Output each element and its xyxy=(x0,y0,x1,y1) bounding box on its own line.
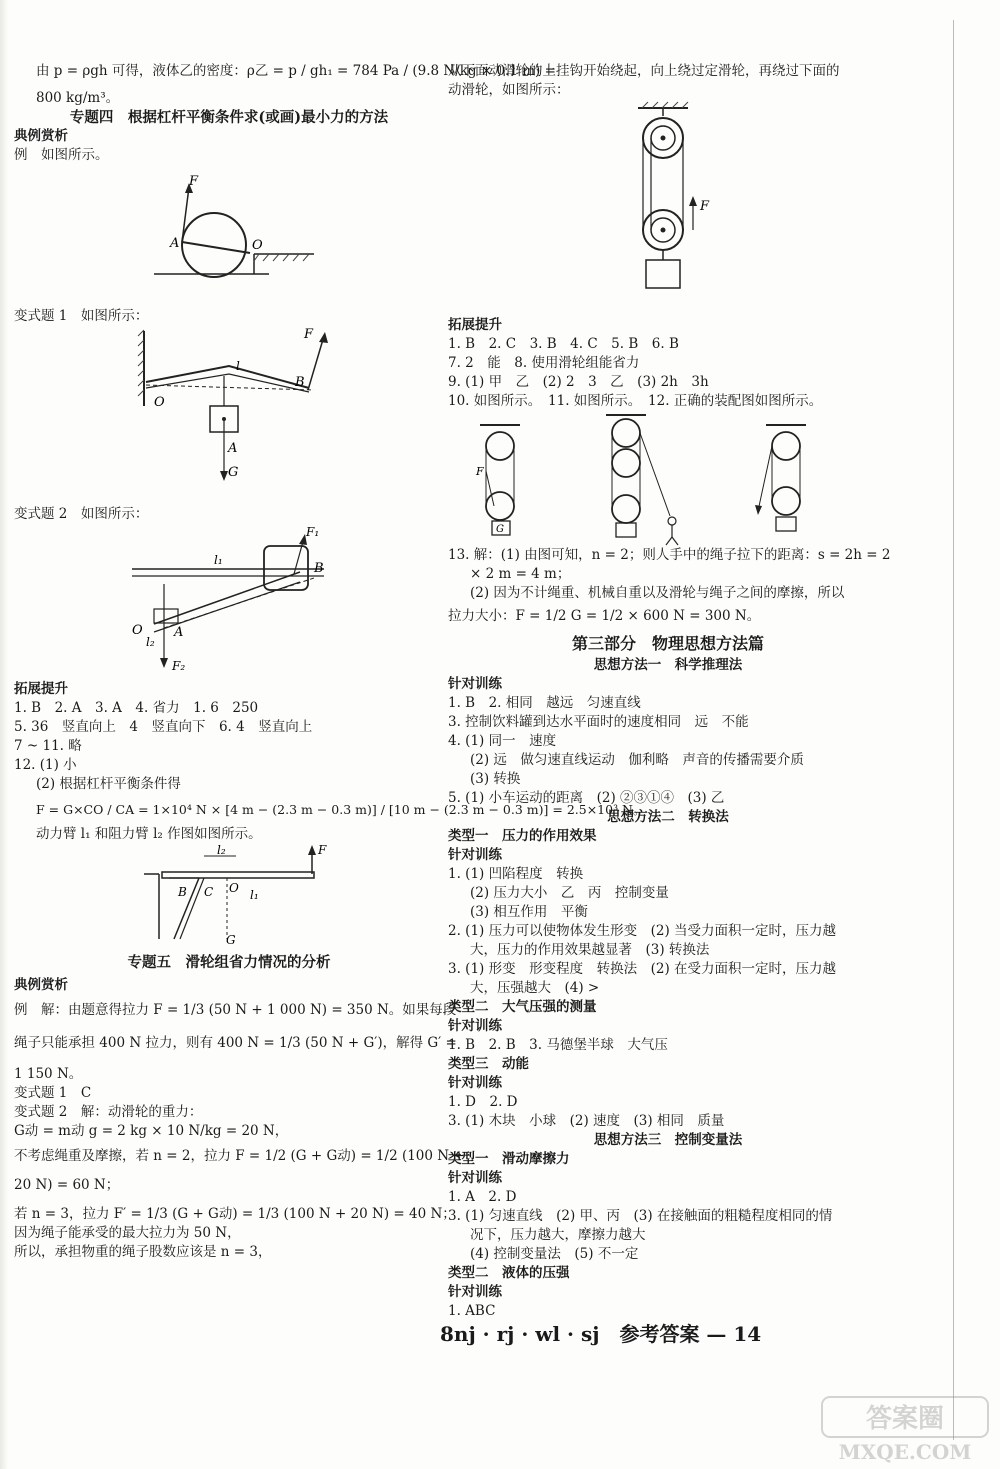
text-line: 变式题 1 如图所示： xyxy=(14,308,149,324)
text-line: (3) 转换 xyxy=(470,771,521,787)
sub-heading: 针对训练 xyxy=(448,676,502,692)
text-line: × 2 m = 4 m； xyxy=(470,566,571,582)
text-line: 1. B 2. A 3. A 4. 省力 1. 6 250 xyxy=(14,700,259,716)
sub-heading: 拓展提升 xyxy=(448,317,502,333)
label-G: G xyxy=(228,465,239,480)
text-line: 3. 控制饮料罐到达水平面时的速度相同 远 不能 xyxy=(448,714,749,730)
text-line: 13. 解：(1) 由图可知，n = 2；则人手中的绳子拉下的距离：s = 2h = 2 xyxy=(448,547,891,563)
lever-circle-figure xyxy=(14,165,444,285)
formula-line: F = G×CO / CA = 1×10⁴ N × [4 m − (2.3 m − 0.3 m)] / [10 m − (2.3 m − 0.3 m)] = 2.5×10³ N。 xyxy=(36,802,646,817)
lever-wall-figure xyxy=(14,326,444,491)
text-line: 3. (1) 形变 形变程度 转换法 (2) 在受力面积一定时，压力越 xyxy=(448,961,836,977)
svg-text:答案圈: 答案圈 xyxy=(865,1404,945,1434)
label-l: l xyxy=(236,359,240,373)
text-line: 4. (1) 同一 速度 xyxy=(448,733,557,749)
part-heading: 第三部分 物理思想方法篇 xyxy=(571,634,764,653)
right-column xyxy=(448,62,891,1321)
label-F: F xyxy=(318,844,327,857)
label-l2: l₂ xyxy=(217,844,226,857)
type-heading: 类型二 大气压强的测量 xyxy=(448,999,597,1015)
text-line: 例 解：由题意得拉力 F = 1/3 (50 N + 1 000 N) = 350 N。如果每段 xyxy=(14,1002,457,1018)
text-line: 若 n = 3，拉力 F′ = 1/3 (G + G动) = 1/3 (100 N + 20 N) = 40 N； xyxy=(14,1206,456,1222)
text-line: 例 如图所示。 xyxy=(14,147,109,163)
sub-heading: 典例赏析 xyxy=(14,977,68,993)
label-F: F xyxy=(304,327,314,342)
text-line: 所以，承担物重的绳子股数应该是 n = 3， xyxy=(14,1244,272,1260)
label-C: C xyxy=(204,885,214,899)
lever-crane-figure xyxy=(14,844,444,949)
method-heading: 思想方法二 转换法 xyxy=(607,809,729,825)
text-line: 5. 36 竖直向上 4 竖直向下 6. 4 竖直向上 xyxy=(14,719,313,735)
text-line: 3. (1) 木块 小球 (2) 速度 (3) 相同 质量 xyxy=(448,1113,725,1129)
method-heading: 思想方法一 科学推理法 xyxy=(593,657,743,673)
label-O: O xyxy=(252,238,263,253)
text-line: 7 ~ 11. 略 xyxy=(14,738,82,754)
sub-heading: 针对训练 xyxy=(448,1284,502,1300)
label-O: O xyxy=(132,623,143,638)
label-F: F xyxy=(476,465,484,478)
type-heading: 类型一 压力的作用效果 xyxy=(448,828,597,844)
label-G: G xyxy=(496,524,504,535)
page-footer: 8nj · rj · wl · sj 参考答案 — 14 xyxy=(440,1322,762,1346)
label-O: O xyxy=(229,881,239,895)
section-heading: 专题四 根据杠杆平衡条件求(或画)最小力的方法 xyxy=(69,109,389,126)
label-F1: F₁ xyxy=(306,525,320,539)
sub-heading: 针对训练 xyxy=(448,1170,502,1186)
method-heading: 思想方法三 控制变量法 xyxy=(593,1132,743,1148)
text-line: 1. B 2. C 3. B 4. C 5. B 6. B xyxy=(448,336,679,352)
label-F: F xyxy=(700,199,710,214)
text-line: 12. (1) 小 xyxy=(14,757,77,773)
text-line: 从下面动滑轮的上挂钩开始绕起，向上绕过定滑轮，再绕过下面的 xyxy=(448,63,840,79)
text-line: 1. B 2. 相同 越远 匀速直线 xyxy=(448,695,641,711)
section-heading: 专题五 滑轮组省力情况的分析 xyxy=(127,954,331,971)
text-line: 2. (1) 压力可以使物体发生形变 (2) 当受力面积一定时，压力越 xyxy=(448,923,836,939)
sub-heading: 针对训练 xyxy=(448,847,502,863)
label-F2: F₂ xyxy=(172,659,186,673)
text-line: 1. D 2. D xyxy=(448,1094,518,1110)
label-O: O xyxy=(154,395,165,410)
text-line: G动 = m动 g = 2 kg × 10 N/kg = 20 N， xyxy=(14,1123,289,1139)
text-line: 不考虑绳重及摩擦，若 n = 2，拉力 F = 1/2 (G + G动) = 1/2 (100 N + xyxy=(14,1148,465,1164)
text-line: 1. A 2. D xyxy=(448,1189,517,1205)
label-A: A xyxy=(228,441,238,456)
text-line: 9. (1) 甲 乙 (2) 2 3 乙 (3) 2h 3h xyxy=(448,374,709,390)
sub-heading: 典例赏析 xyxy=(14,128,68,144)
text-line: 1. B 2. B 3. 马德堡半球 大气压 xyxy=(448,1037,668,1053)
svg-text:MXQE.COM: MXQE.COM xyxy=(838,1440,972,1464)
watermark-logo xyxy=(820,1395,990,1465)
text-line: (2) 根据杠杆平衡条件得 xyxy=(36,776,181,792)
text-line: 绳子只能承担 400 N 拉力，则有 400 N = 1/3 (50 N + G′)，解得 G′ = xyxy=(14,1035,457,1051)
text-line: 1 150 N。 xyxy=(14,1066,83,1082)
label-B: B xyxy=(295,375,305,390)
sub-heading: 针对训练 xyxy=(448,1075,502,1091)
text-line: (4) 控制变量法 (5) 不一定 xyxy=(470,1246,639,1262)
label-F: F xyxy=(189,174,199,189)
lever-bent-figure xyxy=(14,524,444,674)
label-l2: l₂ xyxy=(146,635,155,649)
label-l1: l₁ xyxy=(214,553,223,567)
text-line: 5. (1) 小车运动的距离 (2) ②③①④ (3) 乙 xyxy=(448,790,725,806)
text-line: 3. (1) 匀速直线 (2) 甲、丙 (3) 在接触面的粗糙程度相同的情 xyxy=(448,1208,833,1224)
pulley-three-figure xyxy=(448,411,888,546)
sub-heading: 拓展提升 xyxy=(14,681,68,697)
text-line: 变式题 2 解：动滑轮的重力： xyxy=(14,1104,203,1120)
page-margin-line xyxy=(953,20,954,1440)
text-line: 因为绳子能承受的最大拉力为 50 N， xyxy=(14,1225,241,1241)
text-line: 1. (1) 凹陷程度 转换 xyxy=(448,866,584,882)
text-line: 拉力大小：F = 1/2 G = 1/2 × 600 N = 300 N。 xyxy=(448,608,761,624)
text-line: 7. 2 能 8. 使用滑轮组能省力 xyxy=(448,355,640,371)
label-A: A xyxy=(170,236,180,251)
text-line: 变式题 1 C xyxy=(14,1085,92,1101)
text-line: 由 p = ρgh 可得，液体乙的密度：ρ乙 = p / gh₁ = 784 Pa / (9.8 N/kg × 0.1 m) = xyxy=(36,63,556,79)
label-G: G xyxy=(226,933,236,947)
type-heading: 类型三 动能 xyxy=(448,1056,529,1072)
label-l1: l₁ xyxy=(250,888,259,902)
text-line: 况下，压力越大，摩擦力越大 xyxy=(470,1227,646,1243)
text-line: 800 kg/m³。 xyxy=(36,90,120,106)
text-line: 动力臂 l₁ 和阻力臂 l₂ 作图如图所示。 xyxy=(36,826,262,842)
pulley-block-figure xyxy=(448,100,888,290)
text-line: (2) 远 做匀速直线运动 伽利略 声音的传播需要介质 xyxy=(470,752,804,768)
text-line: 1. ABC xyxy=(448,1303,496,1319)
label-B: B xyxy=(314,561,324,576)
text-line: (2) 因为不计绳重、机械自重以及滑轮与绳子之间的摩擦，所以 xyxy=(470,585,845,601)
text-line: 变式题 2 如图所示： xyxy=(14,506,149,522)
sub-heading: 针对训练 xyxy=(448,1018,502,1034)
label-B: B xyxy=(178,885,187,899)
label-A: A xyxy=(174,625,184,640)
text-line: 大，压力的作用效果越显著 (3) 转换法 xyxy=(470,942,710,958)
text-line: (2) 压力大小 乙 丙 控制变量 xyxy=(470,885,669,901)
page-fold-shadow xyxy=(0,0,8,1469)
text-line: 大，压强越大 (4) > xyxy=(470,980,600,996)
type-heading: 类型一 滑动摩擦力 xyxy=(448,1151,570,1167)
text-line: 10. 如图所示。 11. 如图所示。 12. 正确的装配图如图所示。 xyxy=(448,393,823,409)
text-line: 20 N) = 60 N； xyxy=(14,1177,120,1193)
text-line: 动滑轮，如图所示： xyxy=(448,82,570,98)
type-heading: 类型二 液体的压强 xyxy=(448,1265,570,1281)
text-line: (3) 相互作用 平衡 xyxy=(470,904,588,920)
